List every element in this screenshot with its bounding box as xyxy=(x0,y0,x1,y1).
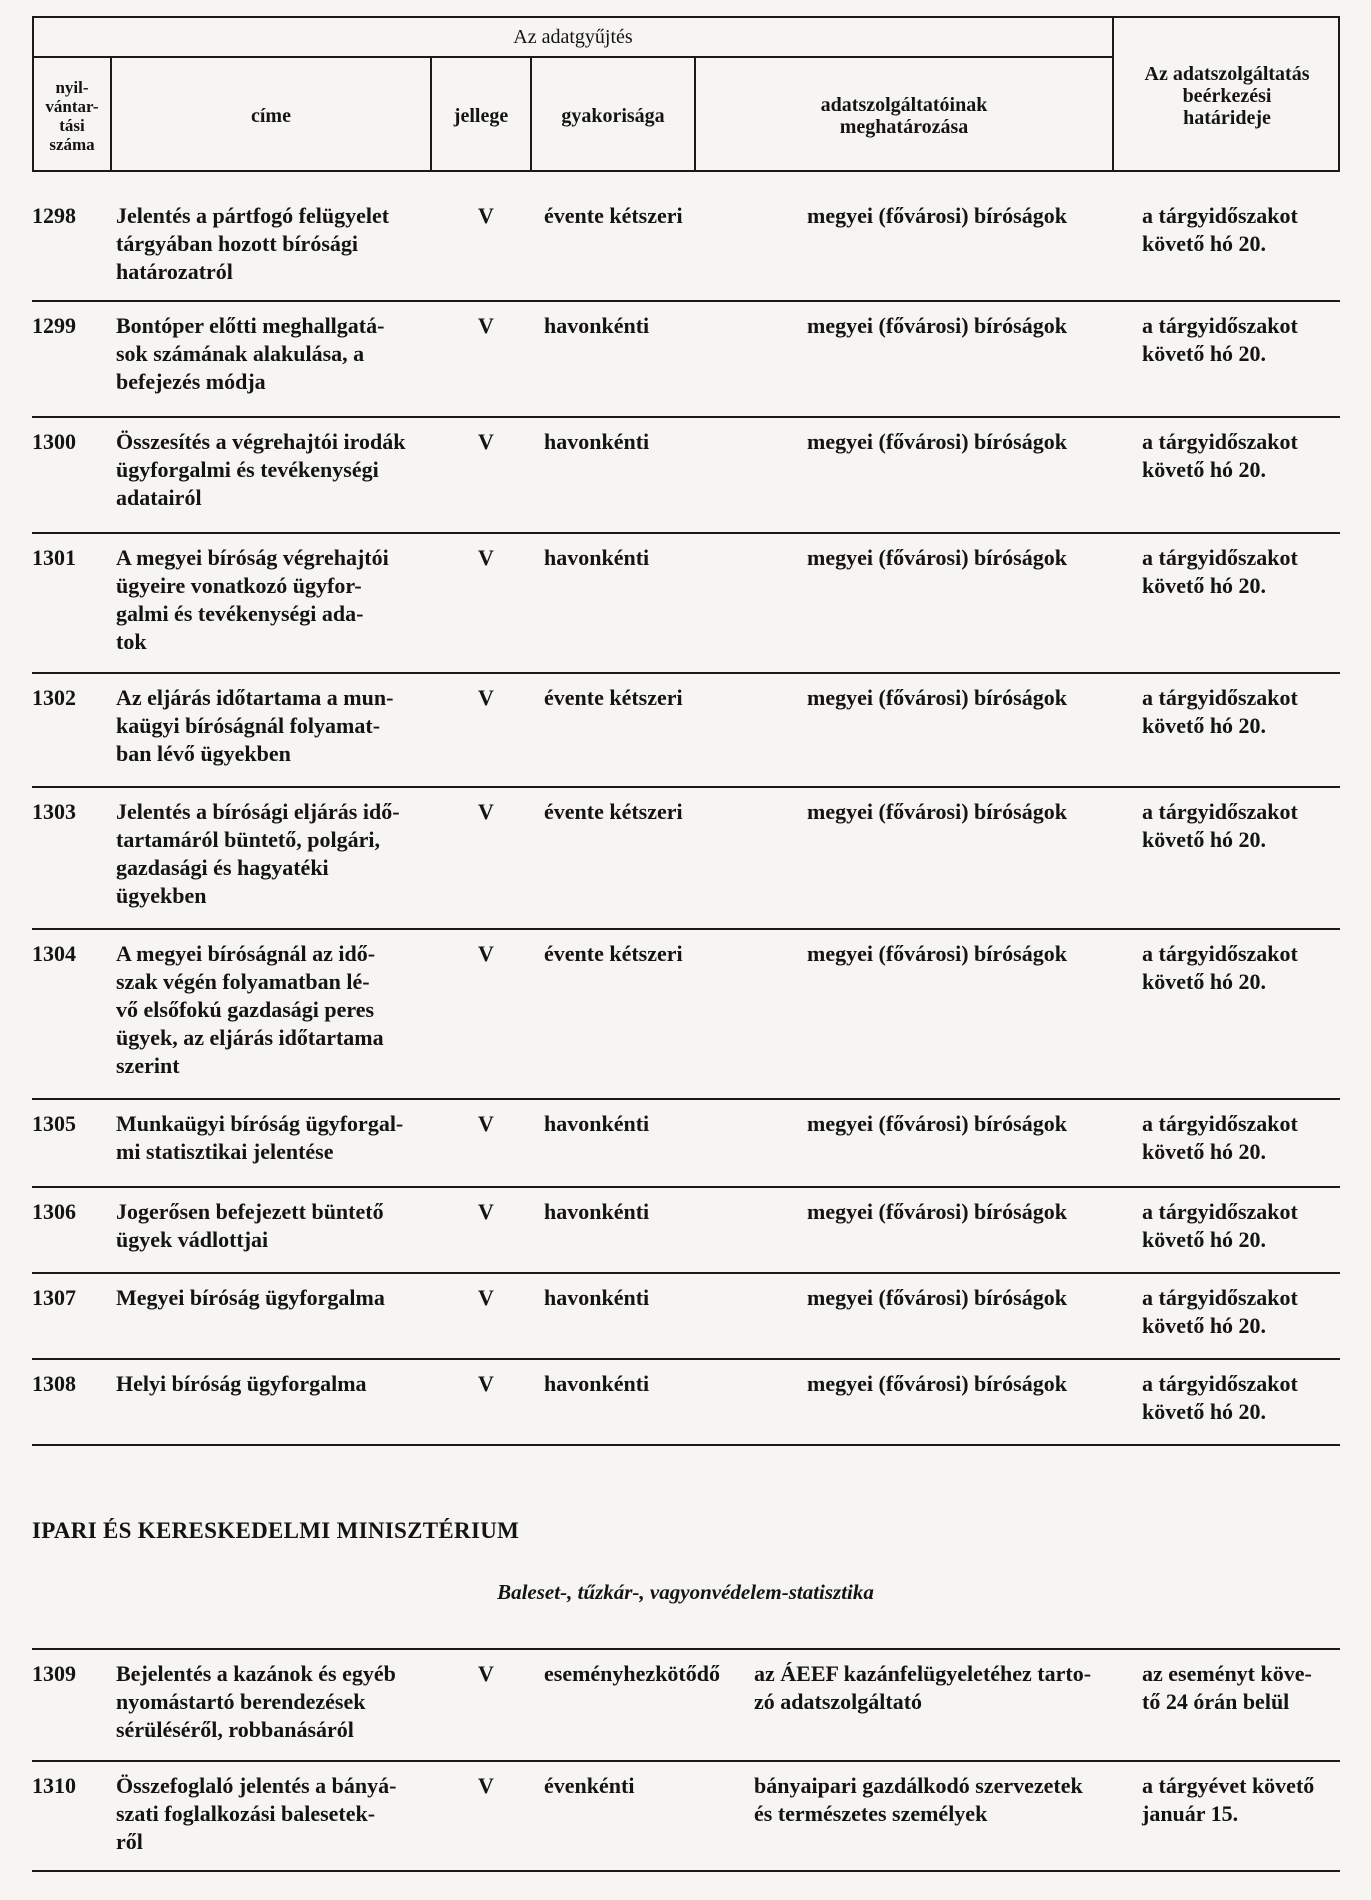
record-deadline-line: követő hó 20. xyxy=(1142,1139,1267,1164)
record-title-line: szak végén folyamatban lé- xyxy=(116,969,370,994)
record-deadline-line: követő hó 20. xyxy=(1142,969,1267,994)
registration-number: 1310 xyxy=(32,1773,76,1798)
record-type: V xyxy=(478,1111,494,1136)
record-title-line: ügyekben xyxy=(116,883,207,908)
record-title xyxy=(116,312,468,396)
record-title-line: tok xyxy=(116,629,147,654)
registration-number: 1306 xyxy=(32,1199,76,1224)
record-deadline-line: január 15. xyxy=(1142,1801,1239,1826)
header-data-collection: Az adatgyűjtés xyxy=(513,26,633,48)
record-provider: megyei (fővárosi) bíróságok xyxy=(807,1285,1067,1310)
record-deadline-line: követő hó 20. xyxy=(1142,341,1267,366)
record-title-line: ről xyxy=(116,1829,143,1854)
record-frequency: havonkénti xyxy=(544,545,650,570)
registration-number: 1300 xyxy=(32,429,76,454)
registration-number: 1309 xyxy=(32,1661,76,1686)
record-provider: megyei (fővárosi) bíróságok xyxy=(807,429,1067,454)
record-deadline-line: a tárgyidőszakot xyxy=(1142,1111,1298,1136)
registration-number: 1301 xyxy=(32,545,76,570)
record-title xyxy=(116,684,468,768)
record-type: V xyxy=(478,545,494,570)
record-deadline-line: a tárgyévet követő xyxy=(1142,1773,1315,1798)
registration-number: 1305 xyxy=(32,1111,76,1136)
record-title-line: ügyeire vonatkozó ügyfor- xyxy=(116,573,362,598)
record-type: V xyxy=(478,429,494,454)
record-deadline-line: követő hó 20. xyxy=(1142,457,1267,482)
column-header-table xyxy=(32,16,1340,172)
record-deadline-line: a tárgyidőszakot xyxy=(1142,203,1298,228)
record-provider-line: bányaipari gazdálkodó szervezetek xyxy=(754,1773,1083,1798)
record-title-line: Megyei bíróság ügyforgalma xyxy=(116,1285,385,1310)
header-frequency: gyakorisága xyxy=(561,105,665,127)
record-provider: megyei (fővárosi) bíróságok xyxy=(807,799,1067,824)
record-type: V xyxy=(478,1773,494,1798)
record-title-line: Munkaügyi bíróság ügyforgal- xyxy=(116,1111,404,1136)
record-provider-line: és természetes személyek xyxy=(754,1801,988,1826)
record-title xyxy=(116,1370,468,1398)
record-frequency: havonkénti xyxy=(544,1111,650,1136)
record-provider: megyei (fővárosi) bíróságok xyxy=(807,1111,1067,1136)
record-type: V xyxy=(478,799,494,824)
record-deadline-line: a tárgyidőszakot xyxy=(1142,313,1298,338)
record-provider: megyei (fővárosi) bíróságok xyxy=(807,313,1067,338)
record-provider: megyei (fővárosi) bíróságok xyxy=(807,685,1067,710)
record-title-line: galmi és tevékenységi ada- xyxy=(116,601,364,626)
record-title xyxy=(116,1284,468,1312)
record-frequency-line: eseményhez xyxy=(544,1661,656,1686)
record-title-line: adatairól xyxy=(116,485,202,510)
record-deadline-line: követő hó 20. xyxy=(1142,231,1267,256)
record-title-line: tárgyában hozott bírósági xyxy=(116,231,358,256)
record-title xyxy=(116,428,468,512)
record-title-line: nyomástartó berendezések xyxy=(116,1689,366,1714)
record-frequency: havonkénti xyxy=(544,1199,650,1224)
record-type: V xyxy=(478,313,494,338)
record-title-line: vő elsőfokú gazdasági peres xyxy=(116,997,375,1022)
record-type: V xyxy=(478,1199,494,1224)
record-title-line: Jogerősen befejezett büntető xyxy=(116,1199,384,1224)
header-registration-number: nyil- vántar- tási száma xyxy=(45,78,99,154)
record-title xyxy=(116,940,468,1080)
record-title xyxy=(116,1198,468,1254)
record-type: V xyxy=(478,1661,494,1686)
record-deadline-line: tő 24 órán belül xyxy=(1142,1689,1290,1714)
record-frequency-line: évenkénti xyxy=(544,1773,635,1798)
record-deadline-line: a tárgyidőszakot xyxy=(1142,1199,1298,1224)
record-frequency: havonkénti xyxy=(544,313,650,338)
record-provider: megyei (fővárosi) bíróságok xyxy=(807,1199,1067,1224)
record-title-line: sérüléséről, robbanásáról xyxy=(116,1717,354,1742)
record-title xyxy=(116,1110,468,1166)
record-type: V xyxy=(478,685,494,710)
record-deadline-line: a tárgyidőszakot xyxy=(1142,1371,1298,1396)
record-title-line: szati foglalkozási balesetek- xyxy=(116,1801,376,1826)
record-title-line: gazdasági és hagyatéki xyxy=(116,855,329,880)
record-provider-line: az ÁEEF kazánfelügyeletéhez tarto- xyxy=(754,1661,1092,1686)
record-deadline-line: a tárgyidőszakot xyxy=(1142,1285,1298,1310)
record-provider: megyei (fővárosi) bíróságok xyxy=(807,545,1067,570)
record-deadline xyxy=(1142,428,1347,484)
record-title-line: befejezés módja xyxy=(116,369,266,394)
record-title-line: Összefoglaló jelentés a bányá- xyxy=(116,1773,397,1798)
record-deadline xyxy=(1142,1284,1347,1340)
record-deadline xyxy=(1142,940,1347,996)
record-title xyxy=(116,202,468,286)
record-title xyxy=(116,1660,468,1744)
record-deadline xyxy=(1142,544,1347,600)
record-deadline xyxy=(1142,684,1347,740)
record-frequency: évente kétszeri xyxy=(544,941,683,966)
registration-number: 1302 xyxy=(32,685,76,710)
record-title xyxy=(116,798,468,910)
record-provider xyxy=(754,1660,1144,1716)
record-deadline-line: a tárgyidőszakot xyxy=(1142,545,1298,570)
record-title-line: A megyei bíróságnál az idő- xyxy=(116,941,376,966)
record-deadline xyxy=(1142,1198,1347,1254)
record-frequency: évente kétszeri xyxy=(544,685,683,710)
header-deadline: Az adatszolgáltatás beérkezési határideje xyxy=(1144,63,1310,129)
record-title-line: határozatról xyxy=(116,259,233,284)
header-provider: adatszolgáltatóinak meghatározása xyxy=(820,94,988,138)
record-title-line: Jelentés a bírósági eljárás idő- xyxy=(116,799,400,824)
record-provider: megyei (fővárosi) bíróságok xyxy=(807,203,1067,228)
record-title-line: Az eljárás időtartama a mun- xyxy=(116,685,394,710)
record-deadline xyxy=(1142,1110,1347,1166)
header-title: címe xyxy=(251,105,291,127)
record-deadline-line: a tárgyidőszakot xyxy=(1142,941,1298,966)
record-title-line: kaügyi bíróságnál folyamat- xyxy=(116,713,381,738)
record-type: V xyxy=(478,941,494,966)
record-title-line: tartamáról büntető, polgári, xyxy=(116,827,380,852)
record-provider xyxy=(754,1772,1144,1828)
record-frequency: évente kétszeri xyxy=(544,203,683,228)
header-type: jellege xyxy=(453,105,509,127)
record-deadline-line: a tárgyidőszakot xyxy=(1142,429,1298,454)
record-title-line: A megyei bíróság végrehajtói xyxy=(116,545,389,570)
record-title-line: sok számának alakulása, a xyxy=(116,341,365,366)
record-title-line: ban lévő ügyekben xyxy=(116,741,291,766)
record-frequency-line: kötődő xyxy=(655,1661,720,1686)
registration-number: 1303 xyxy=(32,799,76,824)
record-frequency xyxy=(544,1772,744,1800)
record-deadline-line: követő hó 20. xyxy=(1142,573,1267,598)
record-deadline-line: követő hó 20. xyxy=(1142,1313,1267,1338)
record-provider: megyei (fővárosi) bíróságok xyxy=(807,941,1067,966)
record-deadline-line: a tárgyidőszakot xyxy=(1142,799,1298,824)
record-type: V xyxy=(478,203,494,228)
record-frequency: évente kétszeri xyxy=(544,799,683,824)
record-type: V xyxy=(478,1371,494,1396)
record-frequency: havonkénti xyxy=(544,1285,650,1310)
record-title-line: Jelentés a pártfogó felügyelet xyxy=(116,203,390,228)
ministry-heading: IPARI ÉS KERESKEDELMI MINISZTÉRIUM xyxy=(32,1518,520,1543)
record-deadline xyxy=(1142,312,1347,368)
record-deadline-line: az eseményt köve- xyxy=(1142,1661,1312,1686)
statistics-subtitle: Baleset-, tűzkár-, vagyonvédelem-statisztika xyxy=(497,1580,874,1604)
record-deadline xyxy=(1142,1772,1347,1828)
record-title-line: Bejelentés a kazánok és egyéb xyxy=(116,1661,396,1686)
registration-number: 1304 xyxy=(32,941,76,966)
record-title-line: Helyi bíróság ügyforgalma xyxy=(116,1371,367,1396)
record-deadline xyxy=(1142,798,1347,854)
record-title-line: ügyek vádlottjai xyxy=(116,1227,269,1252)
registration-number: 1298 xyxy=(32,203,76,228)
record-frequency: havonkénti xyxy=(544,1371,650,1396)
record-title-line: ügyforgalmi és tevékenységi xyxy=(116,457,379,482)
record-deadline-line: követő hó 20. xyxy=(1142,1227,1267,1252)
record-deadline-line: követő hó 20. xyxy=(1142,827,1267,852)
record-type: V xyxy=(478,1285,494,1310)
record-provider: megyei (fővárosi) bíróságok xyxy=(807,1371,1067,1396)
record-title xyxy=(116,1772,468,1856)
record-deadline-line: a tárgyidőszakot xyxy=(1142,685,1298,710)
record-frequency xyxy=(544,1660,744,1688)
record-title xyxy=(116,544,468,656)
record-deadline-line: követő hó 20. xyxy=(1142,1399,1267,1424)
record-title-line: Bontóper előtti meghallgatá- xyxy=(116,313,385,338)
registration-number: 1299 xyxy=(32,313,76,338)
record-deadline xyxy=(1142,1660,1347,1716)
record-deadline xyxy=(1142,1370,1347,1426)
record-deadline-line: követő hó 20. xyxy=(1142,713,1267,738)
record-title-line: Összesítés a végrehajtói irodák xyxy=(116,429,406,454)
record-title-line: ügyek, az eljárás időtartama xyxy=(116,1025,384,1050)
record-provider-line: zó adatszolgáltató xyxy=(754,1689,923,1714)
registration-number: 1307 xyxy=(32,1285,76,1310)
registration-number: 1308 xyxy=(32,1371,76,1396)
record-frequency: havonkénti xyxy=(544,429,650,454)
record-title-line: mi statisztikai jelentése xyxy=(116,1139,334,1164)
record-title-line: szerint xyxy=(116,1053,180,1078)
record-deadline xyxy=(1142,202,1347,258)
